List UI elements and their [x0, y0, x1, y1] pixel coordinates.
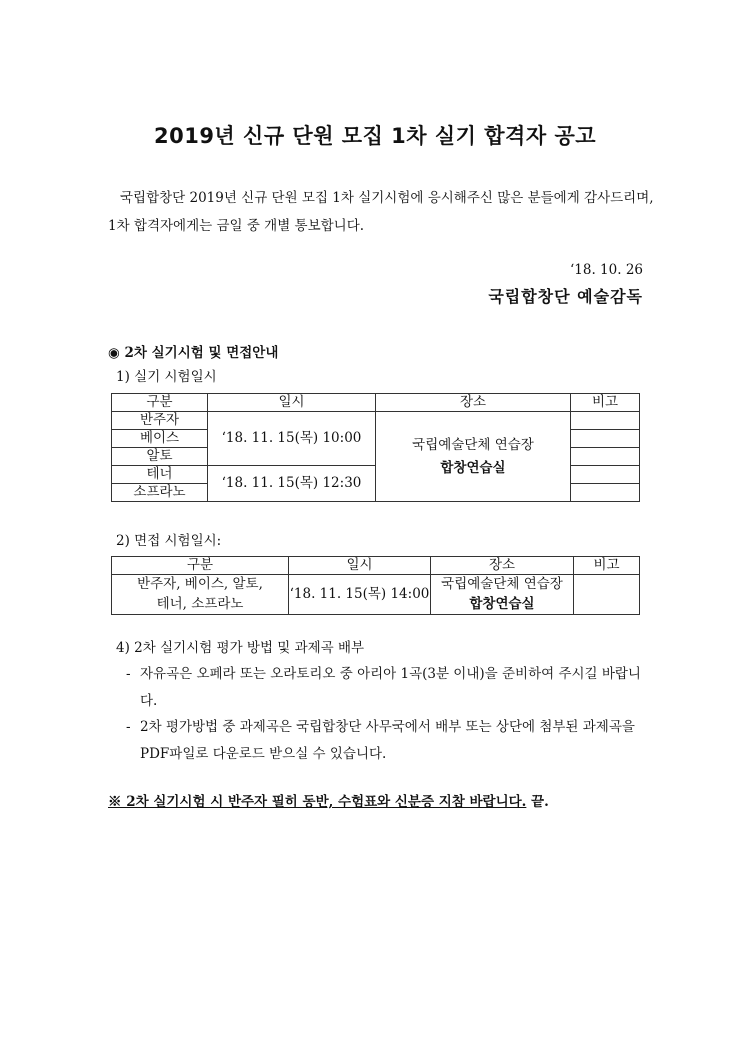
- practical-schedule-table: [111, 393, 640, 502]
- footnote: [108, 790, 549, 810]
- venue-room: 합창연습실: [469, 596, 535, 612]
- footnote-underlined: ※ 2차 실기시험 시 반주자 필히 동반, 수험표와 신분증 지참 바랍니다.: [108, 794, 527, 810]
- part-cell: 베이스: [112, 430, 208, 448]
- list-item-text: 자유곡은 오페라 또는 오라토리오 중 아리아 1곡(3분 이내)을 준비하여 주시길 바랍니다.: [140, 666, 641, 709]
- list-item: [126, 714, 646, 768]
- header-venue: 장소: [431, 557, 574, 575]
- remarks-cell: [571, 412, 640, 430]
- time-cell: ‘18. 11. 15(목) 14:00: [289, 575, 431, 615]
- interview-schedule-table: [111, 556, 640, 615]
- parts-line-2: 테너, 소프라노: [156, 596, 244, 612]
- evaluation-heading: 4) 2차 실기시험 평가 방법 및 과제곡 배부: [116, 640, 365, 656]
- signature: 국립합창단 예술감독: [488, 287, 643, 306]
- intro-line-1: 국립합창단 2019년 신규 단원 모집 1차 실기시험에 응시해주신 많은 분들에게 감사드리며,: [120, 190, 654, 206]
- list-item: [126, 661, 646, 715]
- part-cell: 알토: [112, 448, 208, 466]
- venue-name: 국립예술단체 연습장: [441, 576, 563, 592]
- venue-room: 합창연습실: [440, 459, 506, 476]
- venue-cell: [431, 575, 574, 615]
- header-datetime: 일시: [208, 394, 376, 412]
- remarks-cell: [574, 575, 640, 615]
- header-venue: 장소: [376, 394, 571, 412]
- header-datetime: 일시: [289, 557, 431, 575]
- header-category: 구분: [112, 557, 289, 575]
- part-cell: 테너: [112, 466, 208, 484]
- interview-heading: 2) 면접 시험일시:: [116, 533, 222, 549]
- header-remarks: 비고: [574, 557, 640, 575]
- time-cell-1: ‘18. 11. 15(목) 10:00: [208, 412, 376, 466]
- header-remarks: 비고: [571, 394, 640, 412]
- table-header-row: [112, 557, 640, 575]
- remarks-cell: [571, 430, 640, 448]
- remarks-cell: [571, 448, 640, 466]
- intro-line-2: 1차 합격자에게는 금일 중 개별 통보합니다.: [108, 218, 365, 234]
- table-row: [112, 412, 640, 430]
- venue-name: 국립예술단체 연습장: [412, 436, 534, 453]
- practical-heading: 1) 실기 시험일시: [116, 369, 217, 385]
- part-cell: [112, 575, 289, 615]
- footnote-end: 끝.: [526, 794, 549, 810]
- time-cell-2: ‘18. 11. 15(목) 12:30: [208, 466, 376, 502]
- venue-cell: [376, 412, 571, 502]
- part-cell: 반주자: [112, 412, 208, 430]
- intro-paragraph: [108, 184, 654, 240]
- table-row: [112, 575, 640, 615]
- part-cell: 소프라노: [112, 484, 208, 502]
- remarks-cell: [571, 466, 640, 484]
- announcement-date: ‘18. 10. 26: [570, 262, 643, 278]
- remarks-cell: [571, 484, 640, 502]
- bullet-dash: -: [126, 666, 131, 682]
- page-title: 2019년 신규 단원 모집 1차 실기 합격자 공고: [153, 124, 597, 148]
- table-header-row: [112, 394, 640, 412]
- header-category: 구분: [112, 394, 208, 412]
- bullet-dash: -: [126, 719, 131, 735]
- section-heading: ◉ 2차 실기시험 및 면접안내: [108, 345, 279, 361]
- parts-line-1: 반주자, 베이스, 알토,: [137, 576, 263, 592]
- list-item-text: 2차 평가방법 중 과제곡은 국립합창단 사무국에서 배부 또는 상단에 첨부된 과제곡을 PDF파일로 다운로드 받으실 수 있습니다.: [140, 719, 635, 762]
